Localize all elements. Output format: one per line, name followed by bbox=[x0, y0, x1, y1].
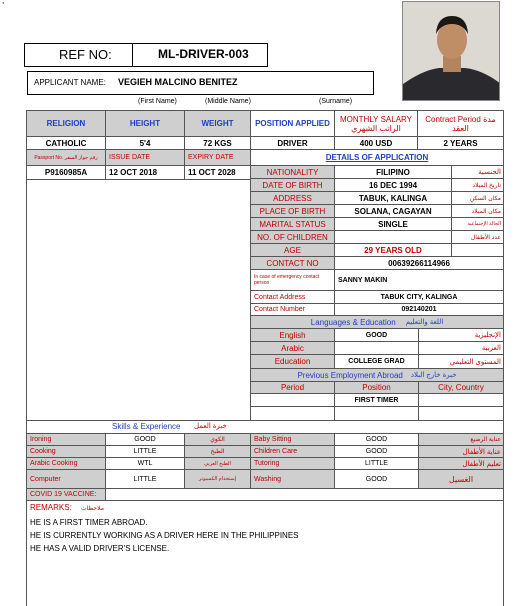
ref-value: ML-DRIVER-003 bbox=[158, 47, 249, 61]
passport-no-label: Passport No. رقم جواز السفر bbox=[26, 149, 106, 166]
skill-washing-ar: الغسيل bbox=[418, 469, 504, 489]
dob-label: DATE OF BIRTH bbox=[250, 178, 335, 192]
salary-header: MONTHLY SALARY الراتب الشهري bbox=[334, 110, 418, 137]
skill-children-care-value: GOOD bbox=[334, 445, 419, 458]
skill-baby-sitting-ar: عناية الرضيع bbox=[418, 433, 504, 446]
education-value: COLLEGE GRAD bbox=[334, 354, 419, 369]
nationality-label: NATIONALITY bbox=[250, 165, 335, 179]
salary-value: 400 USD bbox=[334, 136, 418, 150]
marital-status-value: SINGLE bbox=[334, 217, 452, 231]
remarks-label: REMARKS: bbox=[30, 503, 72, 512]
employment-row-2-city bbox=[418, 406, 504, 421]
skill-children-care-label: Children Care bbox=[250, 445, 335, 458]
skill-computer-value: LITTLE bbox=[105, 469, 185, 489]
employment-row-1-city bbox=[418, 393, 504, 407]
languages-title: Languages & Education bbox=[310, 317, 396, 327]
skills-title: Skills & Experience bbox=[112, 422, 181, 431]
skill-arabic-cooking-ar: الطبخ العربي bbox=[184, 457, 251, 470]
emergency-label: In case of emergency contact person bbox=[250, 269, 335, 291]
skill-cooking-label: Cooking bbox=[26, 445, 106, 458]
middle-name-hint: (Middle Name) bbox=[205, 98, 251, 105]
employment-title-bar bbox=[250, 368, 504, 382]
skills-title-ar: خبرة العمل bbox=[194, 423, 227, 430]
remarks-line-1: HE IS A FIRST TIMER ABROAD. bbox=[30, 518, 148, 527]
skill-ironing-label: Ironing bbox=[26, 433, 106, 446]
ref-label: REF NO: bbox=[59, 47, 112, 62]
applicant-name: VEGIEH MALCINO BENITEZ bbox=[118, 77, 238, 87]
age-value: 29 YEARS OLD bbox=[334, 243, 452, 257]
employment-period-header: Period bbox=[250, 381, 335, 394]
skill-washing-value: GOOD bbox=[334, 469, 419, 489]
religion-header: RELIGION bbox=[26, 110, 106, 137]
arabic-ar: العربية bbox=[418, 341, 504, 355]
skill-ironing-value: GOOD bbox=[105, 433, 185, 446]
expiry-date-label: EXPIRY DATE bbox=[184, 149, 251, 166]
contact-no-label: CONTACT NO bbox=[250, 256, 335, 270]
contract-header: Contract Period مدة العقد bbox=[417, 110, 504, 137]
contact-number-label: Contact Number bbox=[250, 303, 335, 316]
children-label: NO. OF CHILDREN bbox=[250, 230, 335, 244]
skill-computer-label: Computer bbox=[26, 469, 106, 489]
skill-ironing-ar: الكوي bbox=[184, 433, 251, 446]
age-label: AGE bbox=[250, 243, 335, 257]
stray-mark: , bbox=[2, 0, 5, 5]
languages-title-bar bbox=[250, 315, 504, 329]
details-title: DETAILS OF APPLICATION bbox=[250, 149, 504, 166]
ref-box bbox=[24, 43, 268, 67]
contact-number-value: 092140201 bbox=[334, 303, 504, 316]
dob-value: 16 DEC 1994 bbox=[334, 178, 452, 192]
contact-no-value: 00639266114966 bbox=[334, 256, 504, 270]
english-label: English bbox=[250, 328, 335, 342]
skill-computer-ar: إستخدام الكمبيوتر bbox=[184, 469, 251, 489]
nationality-ar: الجنسية bbox=[451, 165, 504, 179]
marital-status-label: MARITAL STATUS bbox=[250, 217, 335, 231]
skill-tutoring-label: Tutoring bbox=[250, 457, 335, 470]
employment-row-2-period bbox=[250, 406, 335, 421]
place-of-birth-label: PLACE OF BIRTH bbox=[250, 204, 335, 218]
address-ar: مكان السكن bbox=[451, 191, 504, 205]
children-ar: عدد الأطفال bbox=[451, 230, 504, 244]
employment-position-header: Position bbox=[334, 381, 419, 394]
arabic-label: Arabic bbox=[250, 341, 335, 355]
employment-row-2-position bbox=[334, 406, 419, 421]
employment-title: Previous Employment Abroad bbox=[297, 370, 403, 380]
skill-tutoring-value: LITTLE bbox=[334, 457, 419, 470]
covid-label: COVID 19 VACCINE: bbox=[26, 488, 106, 501]
arabic-value bbox=[334, 341, 419, 355]
place-of-birth-ar: مكان الميلاد bbox=[451, 204, 504, 218]
height-value: 5'4 bbox=[105, 136, 185, 150]
employment-row-1-position: FIRST TIMER bbox=[334, 393, 419, 407]
skill-tutoring-ar: تعليم الأطفال bbox=[418, 457, 504, 470]
applicant-box bbox=[27, 71, 374, 95]
english-value: GOOD bbox=[334, 328, 419, 342]
languages-title-ar: اللغة والتعليم bbox=[405, 319, 444, 326]
remarks-line-3: HE HAS A VALID DRIVER'S LICENSE. bbox=[30, 544, 170, 553]
position-value: DRIVER bbox=[250, 136, 335, 150]
skill-baby-sitting-value: GOOD bbox=[334, 433, 419, 446]
skill-cooking-ar: الطبخ bbox=[184, 445, 251, 458]
surname-hint: (Surname) bbox=[319, 98, 353, 105]
dob-ar: تاريخ الميلاد bbox=[451, 178, 504, 192]
employment-row-1-period bbox=[250, 393, 335, 407]
skill-washing-label: Washing bbox=[250, 469, 335, 489]
ref-divider bbox=[132, 44, 133, 66]
address-label: ADDRESS bbox=[250, 191, 335, 205]
contract-value: 2 YEARS bbox=[417, 136, 504, 150]
applicant-photo bbox=[402, 1, 500, 101]
issue-date-label: ISSUE DATE bbox=[105, 149, 185, 166]
address-value: TABUK, KALINGA bbox=[334, 191, 452, 205]
english-ar: الإنجليزية bbox=[418, 328, 504, 342]
employment-city-header: City, Country bbox=[418, 381, 504, 394]
expiry-date-value: 11 OCT 2028 bbox=[184, 165, 251, 180]
age-ar bbox=[451, 243, 504, 257]
nationality-value: FILIPINO bbox=[334, 165, 452, 179]
skill-arabic-cooking-label: Arabic Cooking bbox=[26, 457, 106, 470]
emergency-name: SANNY MAKIN bbox=[334, 269, 504, 291]
marital-status-ar: الحالة الإجتماعية bbox=[451, 217, 504, 231]
contact-address-value: TABUK CITY, KALINGA bbox=[334, 290, 504, 304]
skill-arabic-cooking-value: WTL bbox=[105, 457, 185, 470]
applicant-label: APPLICANT NAME: bbox=[34, 78, 106, 87]
first-name-hint: (First Name) bbox=[138, 98, 177, 105]
education-label: Education bbox=[250, 354, 335, 369]
weight-value: 72 KGS bbox=[184, 136, 251, 150]
employment-title-ar: خبرة خارج البلاد bbox=[410, 372, 457, 379]
weight-header: WEIGHT bbox=[184, 110, 251, 137]
position-header: POSITION APPLIED bbox=[250, 110, 335, 137]
height-header: HEIGHT bbox=[105, 110, 185, 137]
skill-baby-sitting-label: Baby Sitting bbox=[250, 433, 335, 446]
issue-date-value: 12 OCT 2018 bbox=[105, 165, 185, 180]
skill-children-care-ar: عناية الأطفال bbox=[418, 445, 504, 458]
applicant-photo-drawing bbox=[403, 2, 500, 101]
remarks-label-ar: ملاحظات bbox=[81, 506, 104, 512]
skill-cooking-value: LITTLE bbox=[105, 445, 185, 458]
skills-title-bar bbox=[26, 420, 504, 434]
passport-no-value: P9160985A bbox=[26, 165, 106, 180]
religion-value: CATHOLIC bbox=[26, 136, 106, 150]
children-value bbox=[334, 230, 452, 244]
contact-address-label: Contact Address bbox=[250, 290, 335, 304]
remarks-line-2: HE IS CURRENTLY WORKING AS A DRIVER HERE IN THE PHILIPPINES bbox=[30, 531, 299, 540]
place-of-birth-value: SOLANA, CAGAYAN bbox=[334, 204, 452, 218]
education-ar: المستوى التعليمي bbox=[418, 354, 504, 369]
remarks-box bbox=[26, 500, 504, 606]
